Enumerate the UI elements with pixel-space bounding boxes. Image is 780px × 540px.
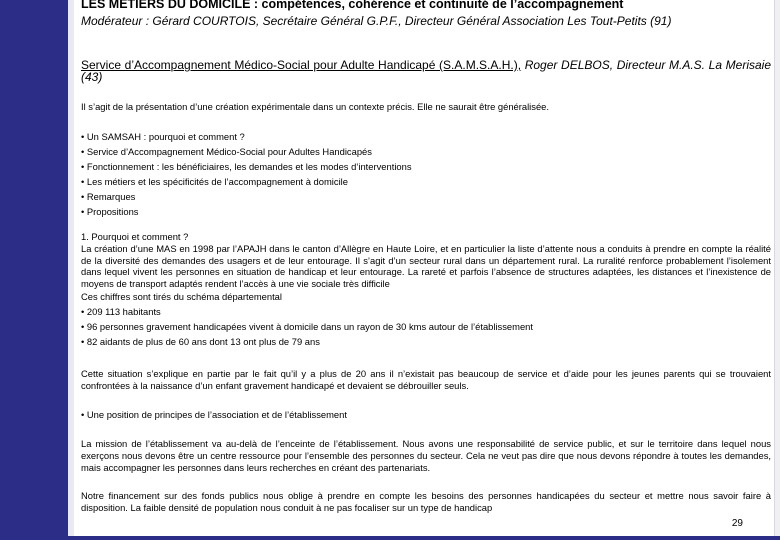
position-bullet: • Une position de principes de l’association et de l’établissement bbox=[81, 409, 347, 420]
funding-text: Notre financement sur des fonds publics nous oblige à prendre en compte les besoins des personnes handicapées du secteur et mettre nous savoir faire à disposition. La faible densité de population nous conduit à ne pas focaliser sur un type de handicap bbox=[81, 490, 771, 513]
part1-paragraph: La création d’une MAS en 1998 par l’APAJH dans le canton d’Allègre en Haute Loire, et en particulier la liste d’attente nous a conduits à prendre en compte la réalité de la diversité des demandes des usagers et de leur entourage. Il s’agit d’un secteur rural dans un département rural. La ruralité renforce probablement l’isolement dans lequel vivent les personnes en situation de handicap et leur entourage. La rareté et parfois l’absence de structures adaptées, les distances et l’inexistence de moyens de transport adaptés rendent l’accès à une vie sociale très difficile bbox=[81, 242, 771, 290]
section-title-underlined: Service d’Accompagnement Médico-Social pour Adulte Handicapé (S.A.M.S.A.H.), bbox=[81, 58, 522, 72]
outline-item: • Remarques bbox=[81, 191, 136, 202]
left-light-stripe bbox=[68, 0, 74, 540]
stats-item: • 82 aidants de plus de 60 ans dont 13 ont plus de 79 ans bbox=[81, 335, 320, 347]
page-number: 29 bbox=[731, 518, 743, 529]
document-title: LES METIERS DU DOMICILE : compétences, cohérence et continuité de l’accompagnement bbox=[81, 0, 624, 11]
mission-text: La mission de l’établissement va au-delà de l’enceinte de l’établissement. Nous avons une responsabilité de service public, et sur le territoire dans lequel nous exerçons nous devons être un centre ressource pour l’ensemble des personnes du secteur. Cela ne veut pas dire que nous devons répondre à toutes les demandes, mais accompagner les personnes dans leurs recherches en créant des partenariats. bbox=[81, 438, 771, 473]
moderator-line: Modérateur : Gérard COURTOIS, Secrétaire Général G.P.F., Directeur Général Association Les Tout-Petits (91) bbox=[81, 14, 672, 28]
page-content bbox=[81, 0, 771, 534]
outline-item: • Propositions bbox=[81, 206, 139, 217]
situation-text: Cette situation s’explique en partie par le fait qu’il y a plus de 20 ans il n’existait pas beaucoup de service et d’aide pour les jeunes parents qui se trouvaient confrontées à la naissance d’un enfant gravement handicapé et devaient se débrouiller seuls. bbox=[81, 368, 771, 391]
section-title-speaker: Roger DELBOS, Directeur M.A.S. La Merisaie (43) bbox=[81, 58, 771, 84]
part1-heading: 1. Pourquoi et comment ? bbox=[81, 231, 189, 242]
outline-list bbox=[81, 129, 771, 219]
stats-item: • 209 113 habitants bbox=[81, 305, 161, 317]
bottom-band bbox=[68, 536, 780, 540]
stats-list bbox=[81, 304, 771, 349]
outline-item: • Un SAMSAH : pourquoi et comment ? bbox=[81, 131, 245, 142]
stats-item: • 96 personnes gravement handicapées vivent à domicile dans un rayon de 30 kms autour de l’établissement bbox=[81, 320, 533, 332]
outline-item: • Les métiers et les spécificités de l’accompagnement à domicile bbox=[81, 176, 348, 187]
intro-text: Il s’agit de la présentation d’une création expérimentale dans un contexte précis. Elle ne saurait être généralisée. bbox=[81, 101, 549, 112]
section-title bbox=[81, 59, 771, 83]
left-sidebar-band bbox=[0, 0, 68, 540]
outline-item: • Fonctionnement : les bénéficiaires, les demandes et les modes d’interventions bbox=[81, 161, 412, 172]
stats-intro: Ces chiffres sont tirés du schéma départemental bbox=[81, 290, 282, 302]
part1-block bbox=[81, 231, 771, 349]
right-edge bbox=[774, 0, 780, 540]
outline-item: • Service d’Accompagnement Médico-Social pour Adultes Handicapés bbox=[81, 146, 372, 157]
